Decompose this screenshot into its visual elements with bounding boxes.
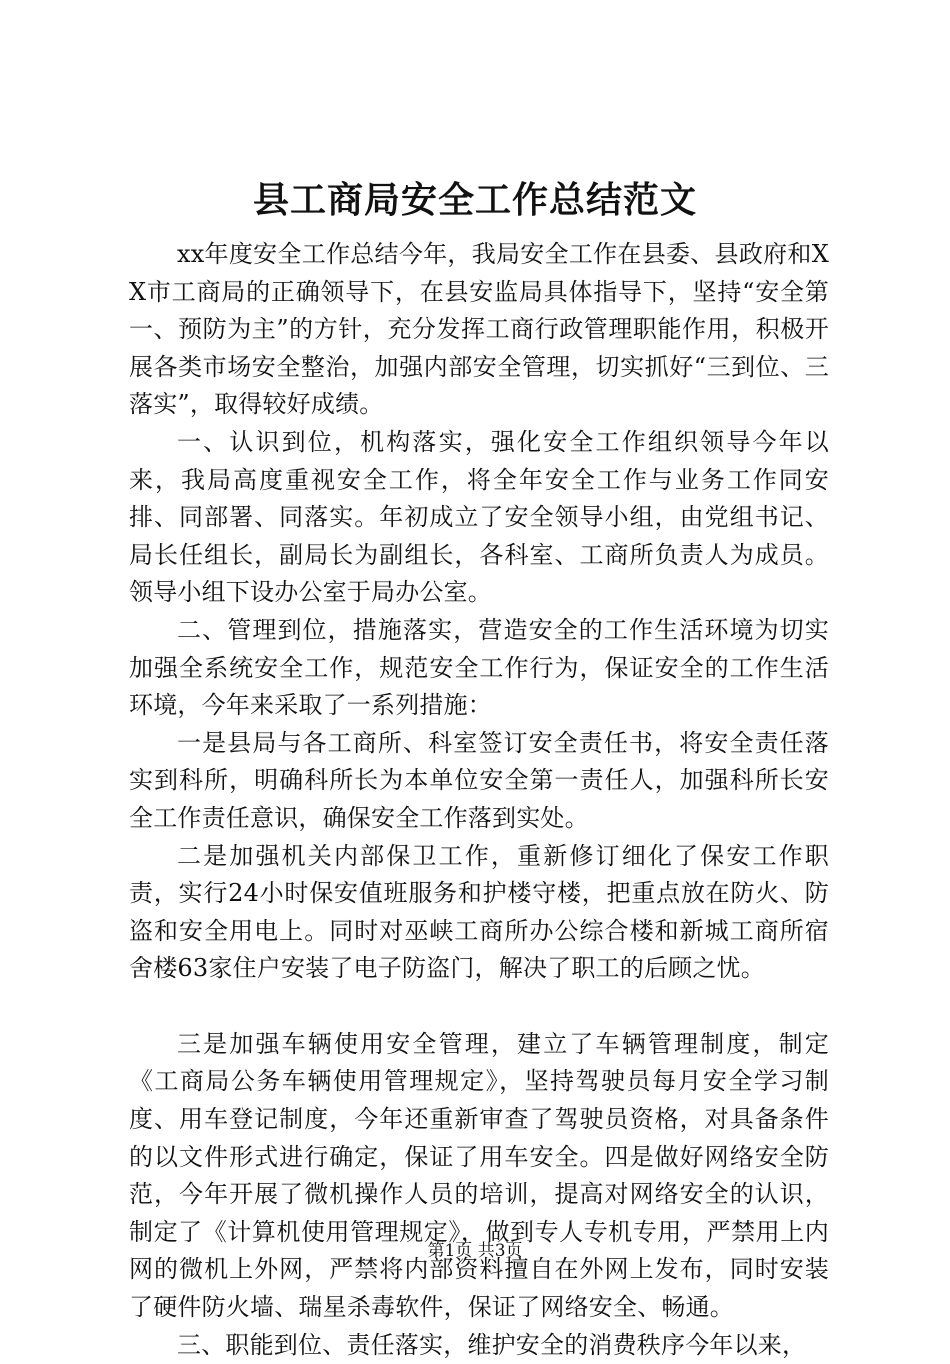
paragraph-spacer (129, 988, 829, 1026)
paragraph-measure-3: 三是加强车辆使用安全管理，建立了车辆管理制度，制定《工商局公务车辆使用管理规定》，坚持驾驶员每月安全学习制度、用车登记制度，今年还重新审查了驾驶员资格，对具备条件的以文件形式进行确定，保证了用车安全。四是做好网络安全防范，今年开展了微机操作人员的培训，提高对网络安全的认识，制定了《计算机使用管理规定》，做到专人专机专用，严禁用上内网的微机上外网，严禁将内部资料擅自在外网上发布，同时安装了硬件防火墙、瑞星杀毒软件，保证了网络安全、畅通。 (129, 1029, 829, 1322)
paragraph-measure-2: 二是加强机关内部保卫工作，重新修订细化了保安工作职责，实行24小时保安值班服务和护楼守楼，把重点放在防火、防盗和安全用电上。同时对巫峡工商所办公综合楼和新城工商所宿舍楼63家住户安装了电子防盗门，解决了职工的后顾之忧。 (129, 841, 829, 983)
document-body (129, 236, 829, 1364)
paragraph-measure-1: 一是县局与各工商所、科室签订安全责任书，将安全责任落实到科所，明确科所长为本单位安全第一责任人，加强科所长安全工作责任意识，确保安全工作落到实处。 (129, 728, 829, 832)
paragraph-intro: xx年度安全工作总结今年，我局安全工作在县委、县政府和XX市工商局的正确领导下，在县安监局具体指导下，坚持“安全第一、预防为主”的方针，充分发挥工商行政管理职能作用，积极开展各类市场安全整治，加强内部安全管理，切实抓好“三到位、三落实”，取得较好成绩。 (129, 240, 829, 419)
document-title: 县工商局安全工作总结范文 (252, 179, 697, 221)
page-footer: 第1页 共3页 (427, 1241, 523, 1261)
paragraph-section-2: 二、管理到位，措施落实，营造安全的工作生活环境为切实加强全系统安全工作，规范安全工作行为，保证安全的工作生活环境，今年来采取了一系列措施： (129, 615, 829, 720)
paragraph-section-3: 三、职能到位、责任落实，维护安全的消费秩序今年以来， (177, 1330, 807, 1359)
paragraph-section-1: 一、认识到位，机构落实，强化安全工作组织领导今年以来，我局高度重视安全工作，将全年安全工作与业务工作同安排、同部署、同落实。年初成立了安全领导小组，由党组书记、局长任组长，副局长为副组长，各科室、工商所负责人为成员。领导小组下设办公室于局办公室。 (129, 427, 829, 607)
